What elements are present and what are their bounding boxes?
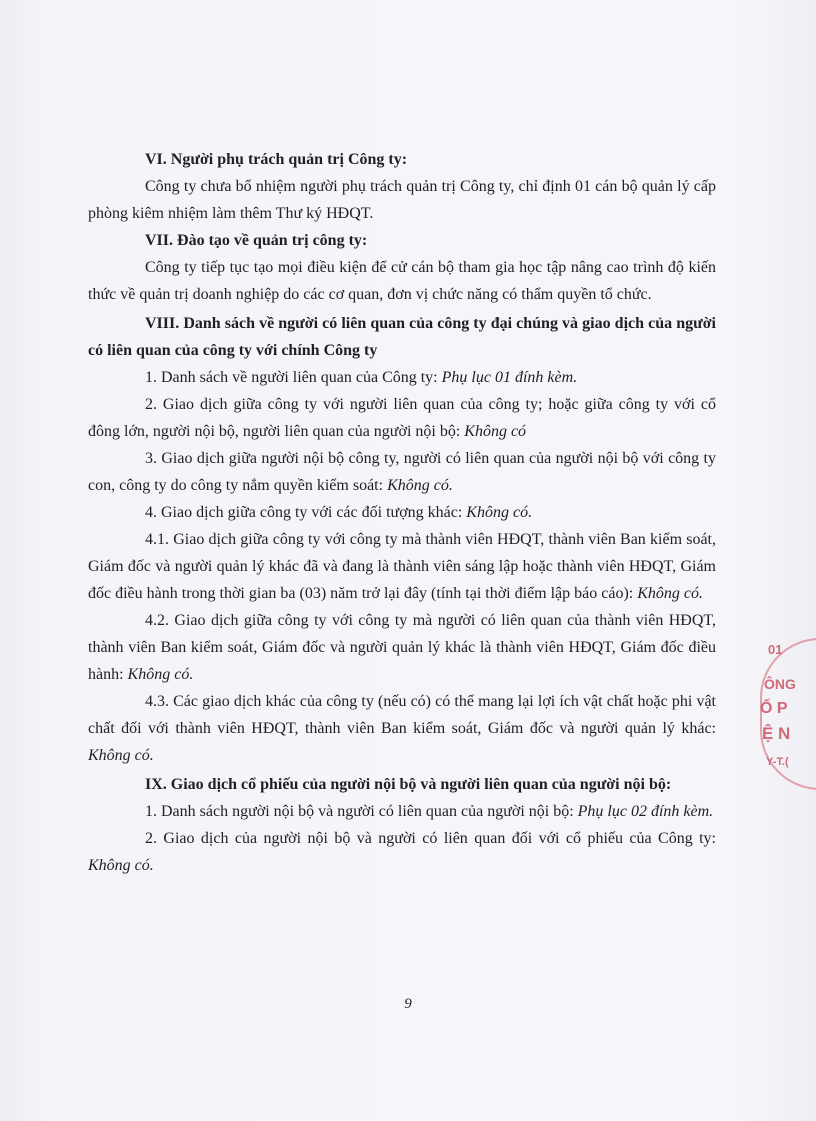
list-item-viii-4-1 (88, 526, 716, 607)
seal-fragment: Ệ N (762, 724, 791, 743)
list-item-viii-4 (88, 499, 716, 526)
paragraph-vi: Công ty chưa bổ nhiệm người phụ trách quản trị Công ty, chỉ định 01 cán bộ quản lý cấp phòng kiêm nhiệm làm thêm Thư ký HĐQT. (88, 178, 716, 222)
item-text: 4.1. Giao dịch giữa công ty với công ty mà thành viên HĐQT, thành viên Ban kiểm soát, Giám đốc và người quản lý khác đã và đang là thành viên sáng lập hoặc thành viên HĐQT, Giám đốc điều hành trong thời gian ba (03) năm trở lại đây (tính tại thời điểm lập báo cáo): (88, 531, 716, 602)
list-item-viii-2 (88, 391, 716, 445)
list-item-viii-1 (88, 364, 716, 391)
seal-fragment: Y-T.( (766, 756, 789, 768)
item-text: 1. Danh sách về người liên quan của Công ty: (145, 369, 442, 386)
item-text: 3. Giao dịch giữa người nội bộ công ty, người có liên quan của người nội bộ với công ty con, công ty do công ty nắm quyền kiểm soát: (88, 450, 716, 494)
item-italic: Không có. (466, 504, 533, 521)
document-body (88, 146, 716, 879)
item-text: 2. Giao dịch của người nội bộ và người có liên quan đối với cổ phiếu của Công ty: (145, 830, 716, 847)
item-italic: Không có. (637, 585, 704, 602)
item-italic: Không có. (88, 857, 154, 874)
section-heading-viii: VIII. Danh sách về người có liên quan của công ty đại chúng và giao dịch của người có liên quan của công ty với chính Công ty (88, 315, 716, 359)
item-italic: Không có. (387, 477, 453, 494)
item-italic: Phụ lục 02 đính kèm. (577, 803, 714, 820)
section-heading-ix: IX. Giao dịch cổ phiếu của người nội bộ và người liên quan của người nội bộ: (145, 776, 672, 793)
item-text: 1. Danh sách người nội bộ và người có liên quan của người nội bộ: (145, 803, 578, 820)
seal-fragment: ÔNG (764, 676, 796, 692)
item-text: 4.2. Giao dịch giữa công ty với công ty mà người có liên quan của thành viên HĐQT, thành viên Ban kiểm soát, Giám đốc và người quản lý khác là thành viên HĐQT, Giám đốc điều hành: (88, 612, 716, 683)
paragraph-vii: Công ty tiếp tục tạo mọi điều kiện để cử cán bộ tham gia học tập nâng cao trình độ kiến thức về quản trị doanh nghiệp do các cơ quan, đơn vị chức năng có thẩm quyền tổ chức. (88, 259, 716, 303)
page-number: 9 (404, 996, 412, 1012)
item-text: 2. Giao dịch giữa công ty với người liên quan của công ty; hoặc giữa công ty với cổ đông lớn, người nội bộ, người liên quan của người nội bộ: (88, 396, 716, 440)
section-heading-vii: VII. Đào tạo về quản trị công ty: (145, 232, 368, 249)
item-italic: Không có (464, 423, 527, 440)
list-item-viii-4-3 (88, 688, 716, 769)
list-item-viii-3 (88, 445, 716, 499)
item-italic: Không có. (88, 747, 154, 764)
list-item-ix-1 (88, 798, 716, 825)
seal-fragment: Ổ P (760, 700, 788, 717)
list-item-ix-2 (88, 825, 716, 879)
section-heading-vi: VI. Người phụ trách quản trị Công ty: (145, 151, 408, 168)
item-italic: Không có. (127, 666, 194, 683)
item-italic: Phụ lục 01 đính kèm. (441, 369, 578, 386)
item-text: 4.3. Các giao dịch khác của công ty (nếu có) có thể mang lại lợi ích vật chất hoặc phi vật chất đối với thành viên HĐQT, thành viên Ban kiểm soát, Giám đốc và người quản lý khác: (88, 693, 716, 737)
company-seal-stamp (754, 632, 816, 792)
seal-fragment: 01 (768, 642, 783, 657)
list-item-viii-4-2 (88, 607, 716, 688)
item-text: 4. Giao dịch giữa công ty với các đối tượng khác: (145, 504, 467, 521)
